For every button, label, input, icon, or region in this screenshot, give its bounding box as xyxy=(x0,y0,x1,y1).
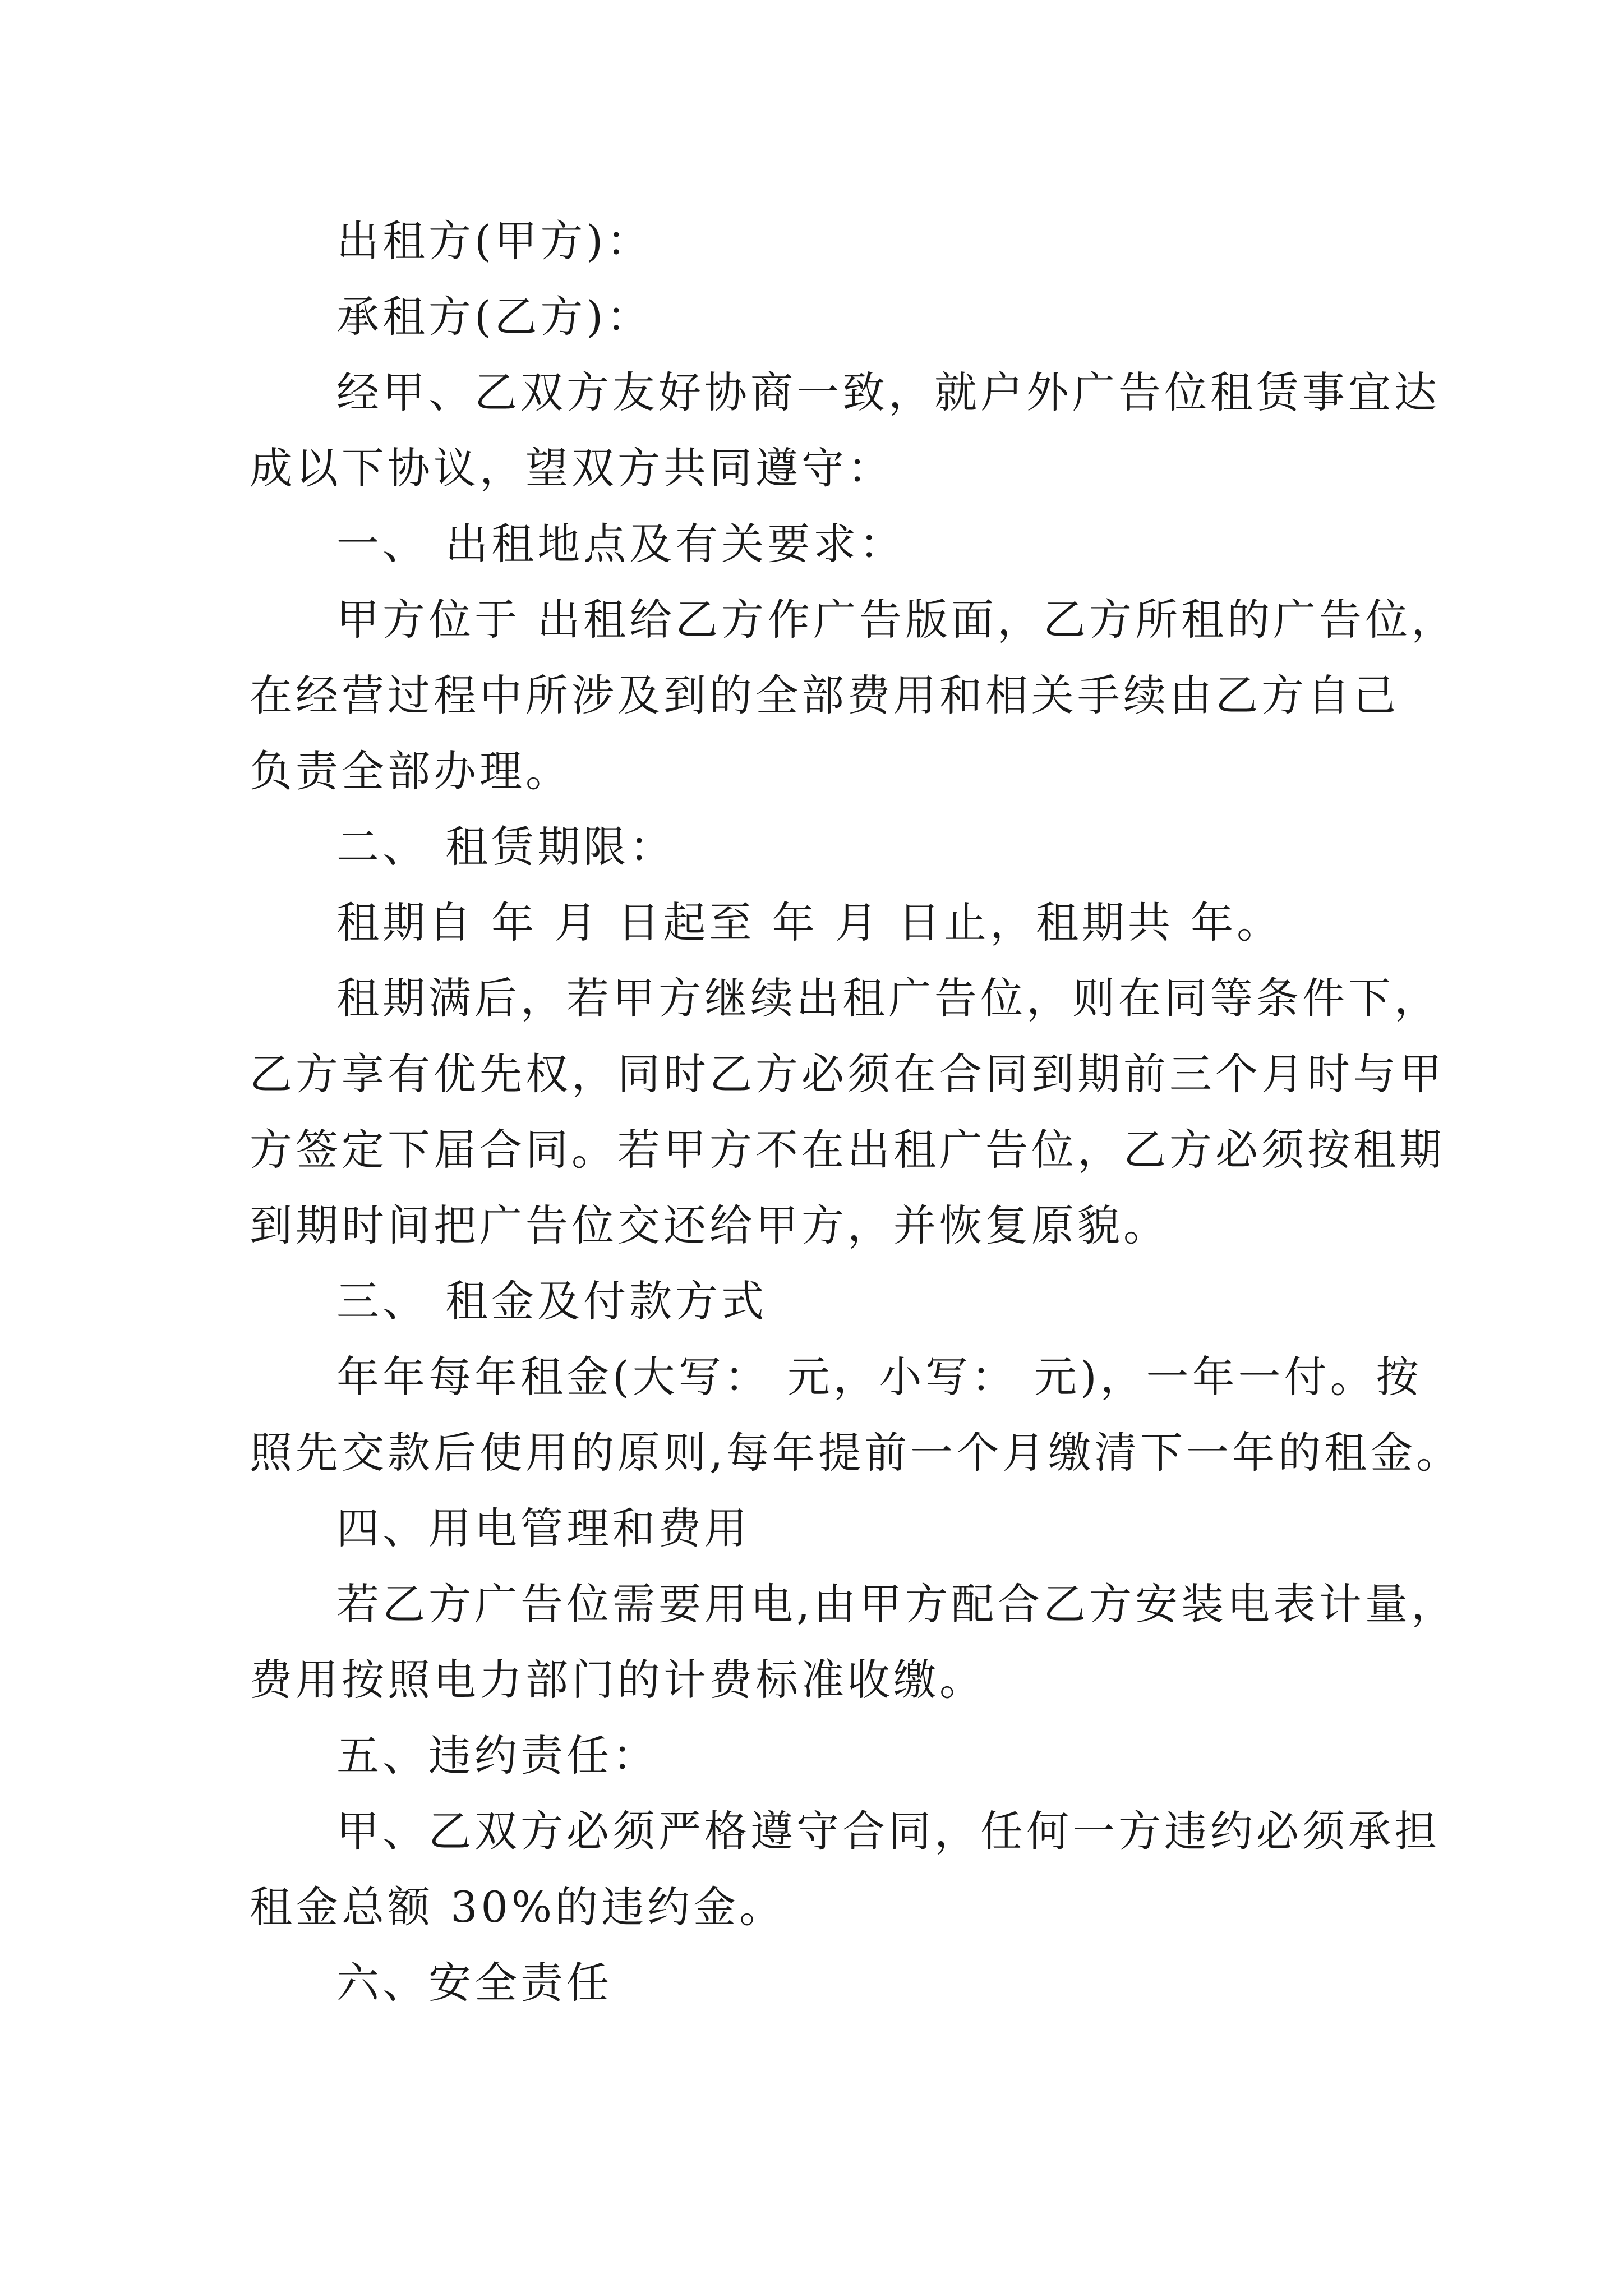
paragraph-line: 费用按照电力部门的计费标准收缴。 xyxy=(250,1655,985,1705)
paragraph-line: 甲、乙双方必须严格遵守合同，任何一方违约必须承担 xyxy=(336,1806,1440,1856)
paragraph-line: 租期自 年 月 日起至 年 月 日止，租期共 年。 xyxy=(336,898,1283,947)
paragraph-line: 租期满后，若甲方继续出租广告位，则在同等条件下， xyxy=(336,973,1440,1023)
paragraph-line: 甲方位于 出租给乙方作广告版面，乙方所租的广告位， xyxy=(336,595,1458,645)
paragraph-line: 负责全部办理。 xyxy=(250,746,571,796)
paragraph-line: 租金总额 30%的违约金。 xyxy=(250,1882,786,1932)
section-heading: 五、违约责任： xyxy=(336,1731,658,1780)
section-heading: 三、 租金及付款方式 xyxy=(336,1276,768,1326)
lessee-label: 承租方(乙方)： xyxy=(336,292,653,342)
paragraph-line: 若乙方广告位需要用电,由甲方配合乙方安装电表计量， xyxy=(336,1579,1458,1629)
paragraph-line: 经甲、乙双方友好协商一致，就户外广告位租赁事宜达 xyxy=(336,367,1440,417)
section-heading: 四、用电管理和费用 xyxy=(336,1503,750,1553)
paragraph-line: 乙方享有优先权，同时乙方必须在合同到期前三个月时与甲 xyxy=(250,1049,1445,1099)
paragraph-line: 方签定下届合同。若甲方不在出租广告位，乙方必须按租期 xyxy=(250,1125,1445,1175)
paragraph-line: 照先交款后使用的原则,每年提前一个月缴清下一年的租金。 xyxy=(250,1428,1463,1478)
section-heading: 二、 租赁期限： xyxy=(336,822,676,872)
paragraph-line: 成以下协议，望双方共同遵守： xyxy=(250,443,893,493)
paragraph-line: 在经营过程中所涉及到的全部费用和相关手续由乙方自己 xyxy=(250,670,1399,720)
section-heading: 六、安全责任 xyxy=(336,1958,612,2008)
section-heading: 一、 出租地点及有关要求： xyxy=(336,519,906,569)
lessor-label: 出租方(甲方)： xyxy=(336,216,653,266)
paragraph-line: 到期时间把广告位交还给甲方，并恢复原貌。 xyxy=(250,1200,1169,1250)
paragraph-line: 年年每年租金(大写： 元，小写： 元)，一年一付。按 xyxy=(336,1352,1422,1402)
